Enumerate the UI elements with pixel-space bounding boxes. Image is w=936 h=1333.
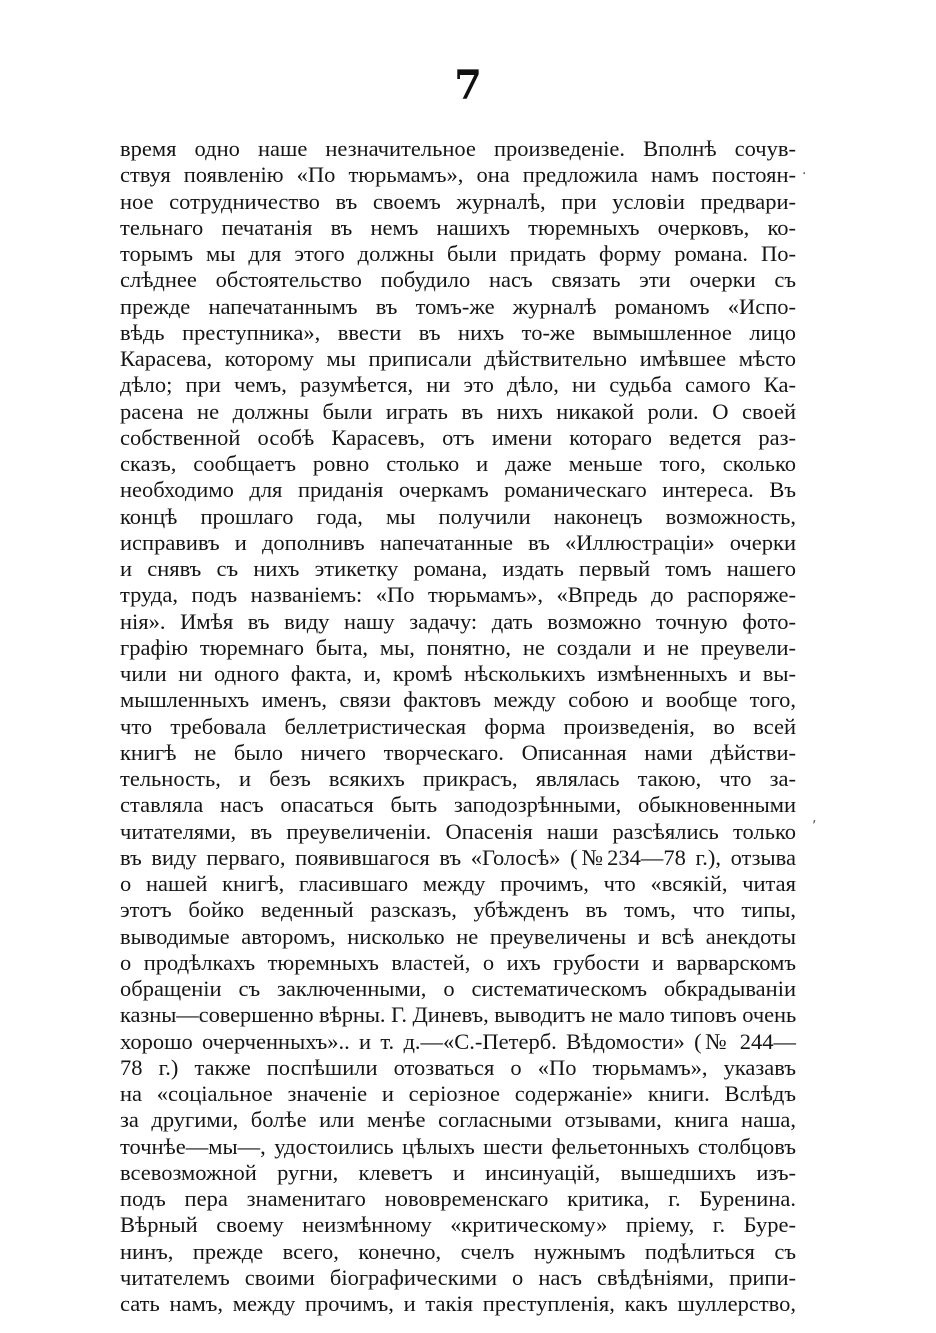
text-line: читателями, въ преувеличенiи. Опасенiя наши разсѣялись только xyxy=(120,818,796,844)
text-line: слѣднее обстоятельство побудило насъ связать эти очерки съ xyxy=(120,267,796,293)
text-line: дѣло; при чемъ, разумѣется, ни это дѣло, ни судьба самого Ка- xyxy=(120,372,796,398)
text-line: обращенiи съ заключенными, о систематическомъ обкрадыванiи xyxy=(120,976,796,1001)
text-line: чили ни одного факта, и, кромѣ нѣсколькихъ измѣненныхъ и вы- xyxy=(120,661,796,686)
text-line: читателемъ своими бiографическими о насъ свѣдѣнiями, припи- xyxy=(120,1264,796,1290)
text-line: казны—совершенно вѣрны. Г. Диневъ, выводитъ не мало типовъ очень xyxy=(120,1002,797,1028)
text-line: торымъ мы для этого должны были придать форму романа. По- xyxy=(120,241,796,266)
text-line: что требовала беллетристическая форма произведенiя, во всей xyxy=(120,713,796,739)
text-line: о нашей книгѣ, гласившаго между прочимъ, что «всякiй, читая xyxy=(120,871,796,896)
body-text xyxy=(120,136,796,1317)
text-line: нiя». Имѣя въ виду нашу задачу: дать возможно точную фото- xyxy=(120,608,796,634)
text-line: всевозможной ругни, клеветъ и инсинуацiй, вышедшихъ изъ- xyxy=(120,1159,796,1185)
text-line: 78 г.) также поспѣшили отозваться о «По тюрьмамъ», указавъ xyxy=(120,1054,796,1080)
text-line: расена не должны были играть въ нихъ никакой роли. О своей xyxy=(120,398,796,424)
page-number: 7 xyxy=(454,62,482,109)
text-line: собственной особѣ Карасевъ, отъ имени котораго ведется раз- xyxy=(120,424,796,450)
text-line: выводимые авторомъ, нисколько не преувеличены и всѣ анекдоты xyxy=(120,923,796,949)
text-line: ное сотрудничество въ своемъ журналѣ, при условiи предвари- xyxy=(120,188,796,214)
margin-speck-mark: · xyxy=(802,166,807,182)
text-line: сать намъ, между прочимъ, и такiя преступленiя, какъ шуллерство, xyxy=(120,1291,796,1316)
text-line: книгѣ не было ничего творческаго. Описанная нами дѣйстви- xyxy=(120,739,796,765)
text-line: Вѣрный своему неизмѣнному «критическому» прiему, г. Буре- xyxy=(120,1212,796,1238)
text-line: Карасева, которому мы приписали дѣйствительно имѣвшее мѣсто xyxy=(120,346,796,371)
text-line: вѣдь преступника», ввести въ нихъ то-же вымышленное лицо xyxy=(120,319,796,345)
text-line: на «соцiальное значенiе и серiозное содержанiе» книги. Вслѣдъ xyxy=(120,1081,796,1106)
text-line: труда, подъ названiемъ: «По тюрьмамъ», «Впредь до распоряже- xyxy=(120,582,796,608)
text-line: точнѣе—мы—, удостоились цѣлыхъ шести фельетонныхъ столбцовъ xyxy=(120,1133,796,1159)
text-line: исправивъ и дополнивъ напечатанные въ «Иллюстрацiи» очерки xyxy=(120,529,796,555)
text-line: графiю тюремнаго быта, мы, понятно, не создали и не преувели- xyxy=(120,634,796,660)
text-line: нинъ, прежде всего, конечно, счелъ нужнымъ подѣлиться съ xyxy=(120,1238,796,1264)
margin-speck-mark: ‚ xyxy=(812,810,817,826)
text-line: тельнаго печатанiя въ немъ нашихъ тюремныхъ очерковъ, ко- xyxy=(120,214,796,240)
text-line: хорошо очерченныхъ».. и т. д.—«С.-Петерб. Вѣдомости» (№ 244— xyxy=(120,1028,796,1054)
text-line: прежде напечатаннымъ въ томъ-же журналѣ романомъ «Испо- xyxy=(120,293,796,319)
text-line: въ виду перваго, появившагося въ «Голосѣ» (№234—78 г.), отзыва xyxy=(120,844,796,870)
text-line: сказъ, сообщаетъ ровно столько и даже меньше того, сколько xyxy=(120,451,796,476)
text-line: о продѣлкахъ тюремныхъ властей, о ихъ грубости и варварскомъ xyxy=(120,949,796,975)
text-line: и снявъ съ нихъ этикетку романа, издать первый томъ нашего xyxy=(120,556,796,581)
text-line: концѣ прошлаго года, мы получили наконецъ возможность, xyxy=(120,503,796,529)
text-line: мышленныхъ именъ, связи фактовъ между собою и вообще того, xyxy=(120,687,796,713)
text-line: время одно наше незначительное произведенiе. Вполнѣ сочув- xyxy=(120,136,796,161)
text-line: ставляла насъ опасаться быть заподозрѣнными, обыкновенными xyxy=(120,792,796,818)
text-line: за другими, болѣе или менѣе согласными отзывами, книга наша, xyxy=(120,1107,796,1133)
text-line: ствуя появленiю «По тюрьмамъ», она предложила намъ постоян- xyxy=(120,162,796,188)
text-line: этотъ бойко веденный разсказъ, убѣжденъ въ томъ, что типы, xyxy=(120,897,796,923)
text-line: необходимо для приданiя очеркамъ романическаго интереса. Въ xyxy=(120,477,796,503)
text-line: подъ пера знаменитаго нововременскаго критика, г. Буренина. xyxy=(120,1186,796,1211)
text-line: тельность, и безъ всякихъ прикрасъ, являлась такою, что за- xyxy=(120,766,796,791)
